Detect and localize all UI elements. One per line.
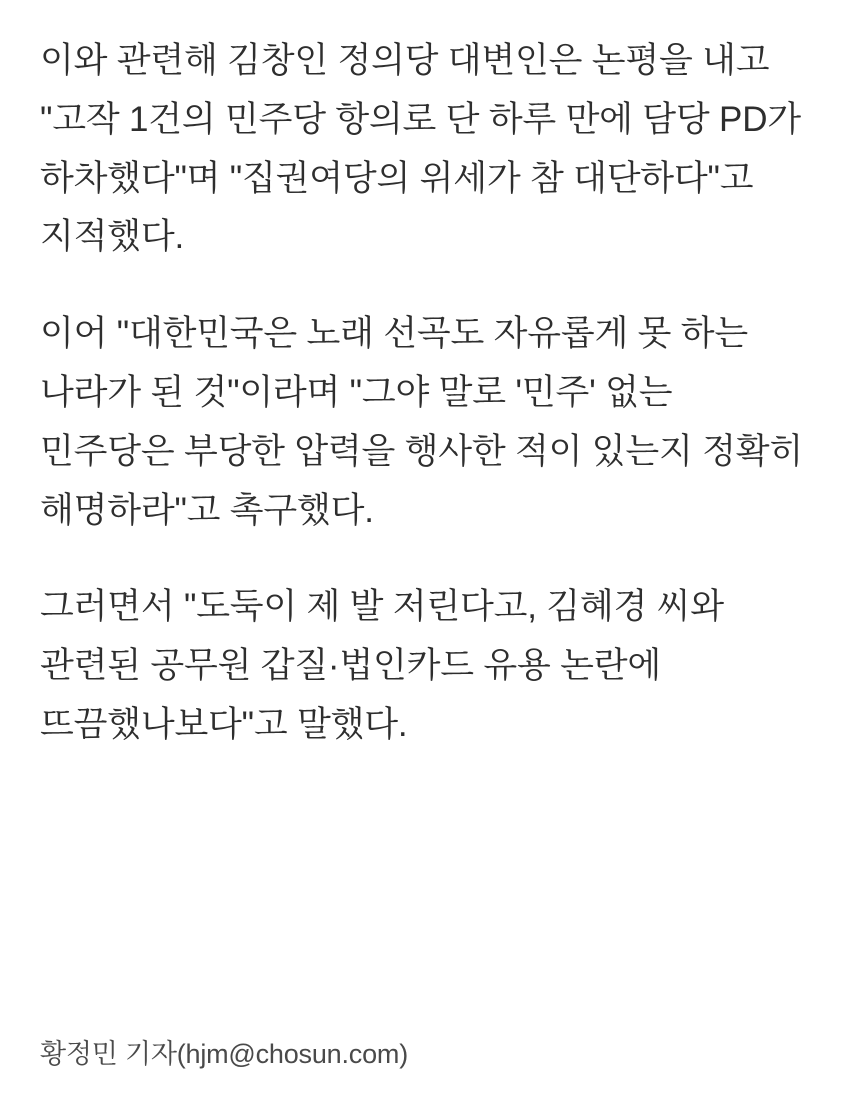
article-paragraph: 이와 관련해 김창인 정의당 대변인은 논평을 내고 "고작 1건의 민주당 항의로 단 하루 만에 담당 PD가 하차했다"며 "집권여당의 위세가 참 대단하다"고 지적했다.	[40, 41, 801, 257]
article-spacer	[40, 793, 810, 1034]
article-byline: 황정민 기자(hjm@chosun.com)	[40, 1038, 408, 1069]
article-paragraph: 그러면서 "도둑이 제 발 저린다고, 김혜경 씨와 관련된 공무원 갑질·법인카드 유용 논란에 뜨끔했나보다"고 말했다.	[40, 587, 724, 744]
article-paragraph: 이어 "대한민국은 노래 선곡도 자유롭게 못 하는 나라가 된 것"이라며 "그야 말로 '민주' 없는 민주당은 부당한 압력을 행사한 적이 있는지 정확히 해명하라"고 촉구했다.	[40, 314, 803, 530]
